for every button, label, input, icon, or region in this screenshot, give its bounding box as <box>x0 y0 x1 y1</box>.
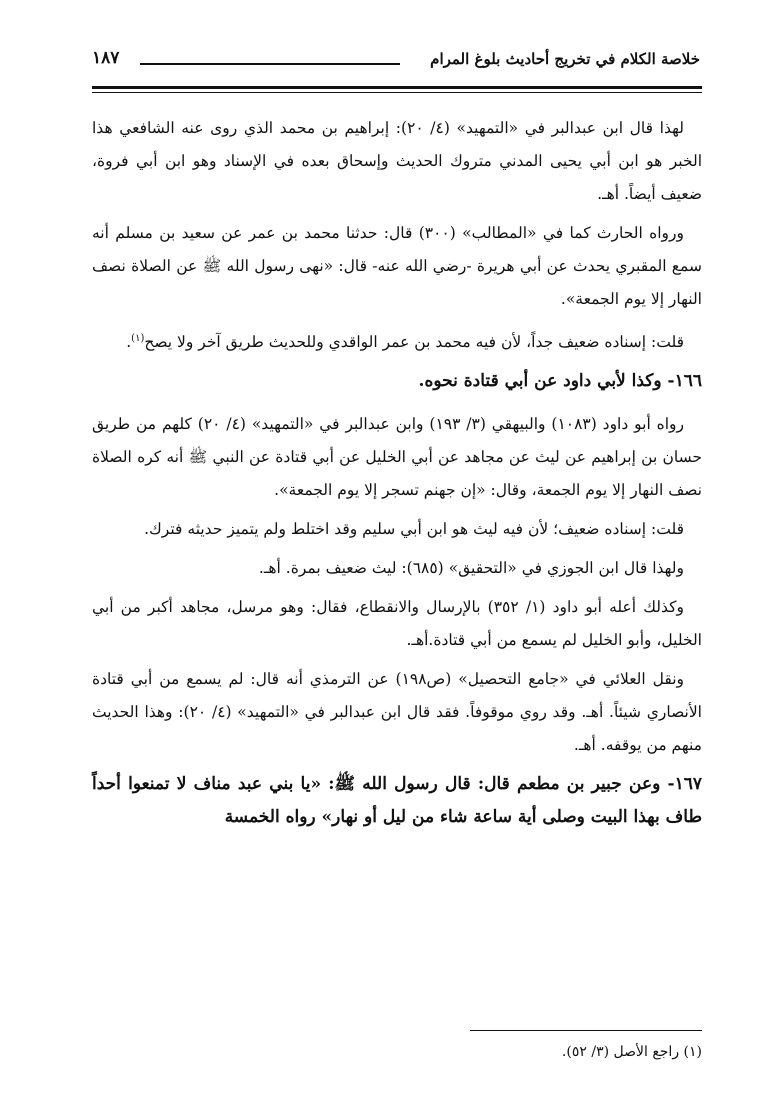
paragraph: قلت: إسناده ضعيف؛ لأن فيه ليث هو ابن أبي سليم وقد اختلط ولم يتميز حديثه فترك. <box>144 520 684 539</box>
paragraph-text: قلت: إسناده ضعيف جداً، لأن فيه محمد بن عمر الواقدي وللحديث طريق آخر ولا يصح <box>144 333 684 352</box>
header-divider <box>140 63 400 65</box>
paragraph: ونقل العلائي في «جامع التحصيل» (ص١٩٨) عن الترمذي أنه قال: لم يسمع من أبي قتادة الأنصاري شيئاً. أهـ. وقد روي موقوفاً. فقد قال ابن عبدالبر في «التمهيد» (٤/ ٢٠): وهذا الحديث منهم من يوقفه. أهـ. <box>92 670 702 755</box>
paragraph: وكذلك أعله أبو داود (١/ ٣٥٢) بالإرسال والانقطاع، فقال: وهو مرسل، مجاهد أكبر من أبي الخليل، وأبو الخليل لم يسمع من أبي قتادة.أهـ. <box>92 598 702 650</box>
paragraph-with-footnote: قلت: إسناده ضعيف جداً، لأن فيه محمد بن عمر الواقدي وللحديث طريق آخر ولا يصح$^{(١)}$. <box>126 333 684 352</box>
header-rule-thick <box>92 86 702 89</box>
book-title: خلاصة الكلام في تخريج أحاديث بلوغ المرام <box>422 50 700 68</box>
hadith-heading-166: ١٦٦- وكذا لأبي داود عن أبي قتادة نحوه. <box>418 371 702 392</box>
hadith-heading-167: ١٦٧- وعن جبير بن مطعم قال: قال رسول الله ﷺ: «يا بني عبد مناف لا تمنعوا أحداً طاف بهذا البيت وصلى أية ساعة شاء من ليل أو نهار» رواه الخمسة <box>92 774 702 828</box>
footnote: (١) راجع الأصل (٣/ ٥٢). <box>561 1044 702 1060</box>
paragraph: ورواه الحارث كما في «المطالب» (٣٠٠) قال: حدثنا محمد بن عمر عن سعيد بن مسلم أنه سمع المقبري يحدث عن أبي هريرة -رضي الله عنه- قال: «نهى رسول الله ﷺ عن الصلاة نصف النهار إلا يوم الجمعة». <box>92 224 702 308</box>
paragraph: لهذا قال ابن عبدالبر في «التمهيد» (٤/ ٢٠): إبراهيم بن محمد الذي روى عنه الشافعي هذا الخبر هو ابن أبي يحيى المدني متروك الحديث وإسحاق بعده في الإسناد وهو ابن أبي فروة، ضعيف أيضاً. أهـ. <box>92 119 702 203</box>
running-header <box>92 50 700 76</box>
footnote-divider <box>470 1030 702 1031</box>
main-text <box>92 112 702 844</box>
page-number: ١٨٧ <box>92 48 120 68</box>
paragraph: ولهذا قال ابن الجوزي في «التحقيق» (٦٨٥): ليث ضعيف بمرة. أهـ. <box>258 559 684 578</box>
paragraph: رواه أبو داود (١٠٨٣) والبيهقي (٣/ ١٩٣) وابن عبدالبر في «التمهيد» (٤/ ٢٠) كلهم من طريق حسان بن إبراهيم عن ليث عن مجاهد عن أبي الخليل عن أبي قتادة عن النبي ﷺ أنه كره الصلاة نصف النهار إلا يوم الجمعة، وقال: «إن جهنم تسجر إلا يوم الجمعة». <box>92 415 702 500</box>
header-rule-thin <box>92 92 702 93</box>
footnote-marker[interactable]: (١) <box>131 333 145 344</box>
